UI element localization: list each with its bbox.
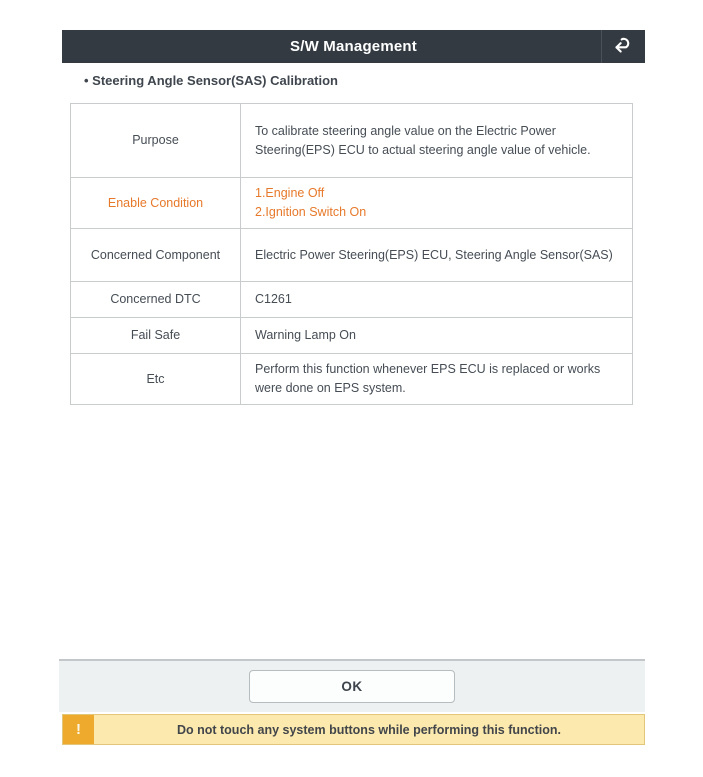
footer-bar [59, 659, 645, 712]
row-label: Enable Condition [71, 178, 241, 229]
row-value: Perform this function whenever EPS ECU is replaced or works were done on EPS system. [241, 354, 633, 405]
table-row-concerned-dtc [71, 282, 633, 318]
row-value: Warning Lamp On [241, 318, 633, 354]
enable-condition-line-2: 2.Ignition Switch On [255, 205, 367, 219]
header-bar [62, 30, 645, 63]
row-label: Etc [71, 354, 241, 405]
row-label: Concerned Component [71, 229, 241, 282]
warning-message: Do not touch any system buttons while performing this function. [176, 722, 562, 737]
row-label: Concerned DTC [71, 282, 241, 318]
warning-bar [62, 714, 645, 745]
function-spec-table [70, 103, 633, 405]
table-row-purpose [71, 104, 633, 178]
table-row-concerned-component [71, 229, 633, 282]
enable-condition-line-1: 1.Engine Off [255, 186, 325, 200]
row-value: C1261 [241, 282, 633, 318]
table-row-etc [71, 354, 633, 405]
page-title: S/W Management [290, 38, 417, 55]
table-row-fail-safe [71, 318, 633, 354]
row-label: Fail Safe [71, 318, 241, 354]
back-button[interactable] [601, 30, 645, 63]
ok-button[interactable]: OK [249, 670, 455, 703]
row-value: Electric Power Steering(EPS) ECU, Steering Angle Sensor(SAS) [241, 229, 633, 282]
return-arrow-icon [612, 36, 636, 58]
row-label: Purpose [71, 104, 241, 178]
warning-exclamation-icon: ! [63, 715, 94, 744]
table-row-enable-condition [71, 178, 633, 229]
row-value [241, 178, 633, 229]
row-value: To calibrate steering angle value on the Electric Power Steering(EPS) ECU to actual steering angle value of vehicle. [241, 104, 633, 178]
section-title: • Steering Angle Sensor(SAS) Calibration [84, 73, 338, 88]
